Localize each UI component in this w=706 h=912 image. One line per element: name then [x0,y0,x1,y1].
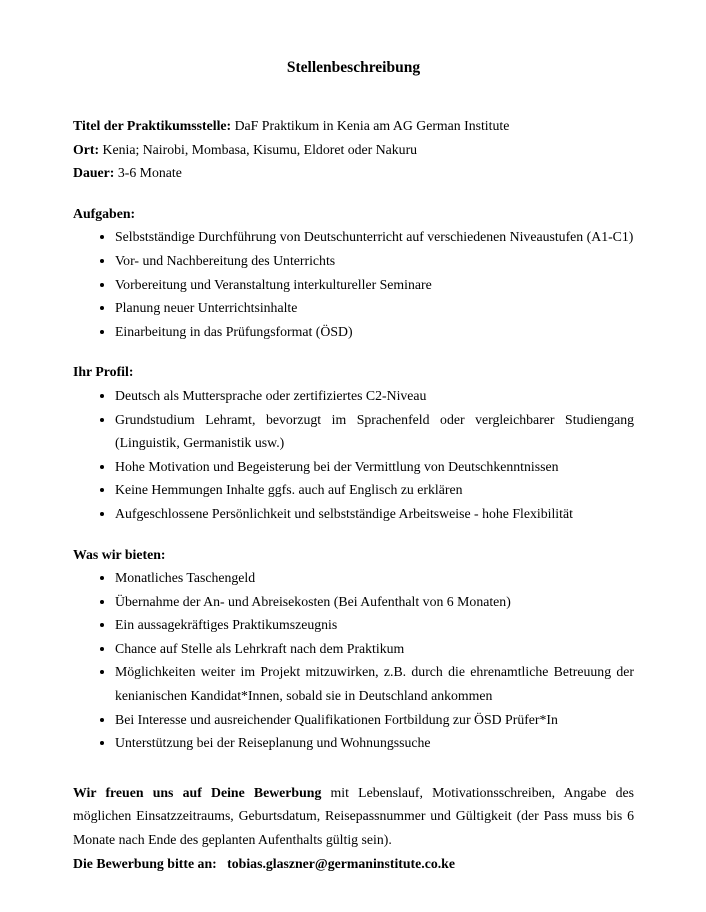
bullet-item: • Ein aussagekräftiges Praktikumszeugnis [115,613,634,637]
bullet-list-aufgaben [73,225,634,343]
bullet-item: • Grundstudium Lehramt, bevorzugt im Sprachenfeld oder vergleichbarer Studiengang (Linguistik, Germanistik usw.) [115,408,634,455]
meta-value-titel: DaF Praktikum in Kenia am AG German Institute [231,118,510,133]
bullet-item: • Monatliches Taschengeld [115,566,634,590]
bullet-item: • Keine Hemmungen Inhalte ggfs. auch auf Englisch zu erklären [115,478,634,502]
meta-value-dauer: 3-6 Monate [114,165,182,181]
meta-block [73,114,634,185]
meta-label-ort: Ort: [73,141,100,157]
meta-line-ort [73,138,634,162]
section-heading-bieten: Was wir bieten: [73,546,166,562]
section-bieten [73,543,634,755]
meta-line-titel [73,114,634,138]
contact-email: tobias.glaszner@germaninstitute.co.ke [227,855,455,871]
bullet-item: • Deutsch als Muttersprache oder zertifiziertes C2-Niveau [115,384,634,408]
bullet-item: • Aufgeschlossene Persönlichkeit und selbstständige Arbeitsweise - hohe Flexibilität [115,502,634,526]
bullet-item: • Chance auf Stelle als Lehrkraft nach dem Praktikum [115,637,634,661]
bullet-item: • Bei Interesse und ausreichender Qualifikationen Fortbildung zur ÖSD Prüfer*In [115,708,634,732]
bullet-item: • Unterstützung bei der Reiseplanung und Wohnungssuche [115,731,634,755]
section-aufgaben [73,202,634,344]
bullet-item: • Vorbereitung und Veranstaltung interkultureller Seminare [115,273,634,297]
meta-value-ort: Kenia; Nairobi, Mombasa, Kisumu, Eldoret oder Nakuru [99,141,418,157]
document-title: Stellenbeschreibung [286,59,421,76]
bullet-list-profil [73,384,634,526]
bullet-item: • Vor- und Nachbereitung des Unterrichts [115,249,634,273]
bullet-item: • Übernahme der An- und Abreisekosten (Bei Aufenthalt von 6 Monaten) [115,590,634,614]
bullet-item: • Planung neuer Unterrichtsinhalte [115,296,634,320]
meta-line-dauer [73,161,634,185]
contact-label: Die Bewerbung bitte an: [73,855,221,871]
section-profil [73,360,634,525]
bullet-item: • Möglichkeiten weiter im Projekt mitzuwirken, z.B. durch die ehrenamtliche Betreuung der kenianischen Kandidat*Innen, sobald sie in Deutschland ankommen [115,660,634,707]
bullet-item: • Selbstständige Durchführung von Deutschunterricht auf verschiedenen Niveaustufen (A1-C1) [115,225,634,249]
contact-line [73,852,634,876]
closing-text: mit Lebenslauf, Motivationsschreiben, Angabe des möglichen Einsatzzeitraums, Geburtsdatum, Reisepassnummer und Gültigkeit (der Pass muss bis 6 Monate nach Ende des geplanten Aufenthalts gültig sein). [73,784,635,848]
closing-lead: Wir freuen uns auf Deine Bewerbung [73,784,322,800]
bullet-list-bieten [73,566,634,755]
bullet-item: • Hohe Motivation und Begeisterung bei der Vermittlung von Deutschkenntnissen [115,455,634,479]
meta-label-titel: Titel der Praktikumsstelle: [73,118,232,133]
section-heading-profil: Ihr Profil: [73,364,134,380]
section-heading-aufgaben: Aufgaben: [73,205,136,221]
closing-paragraph [73,781,634,852]
meta-label-dauer: Dauer: [73,165,115,181]
bullet-item: • Einarbeitung in das Prüfungsformat (ÖSD) [115,320,634,344]
